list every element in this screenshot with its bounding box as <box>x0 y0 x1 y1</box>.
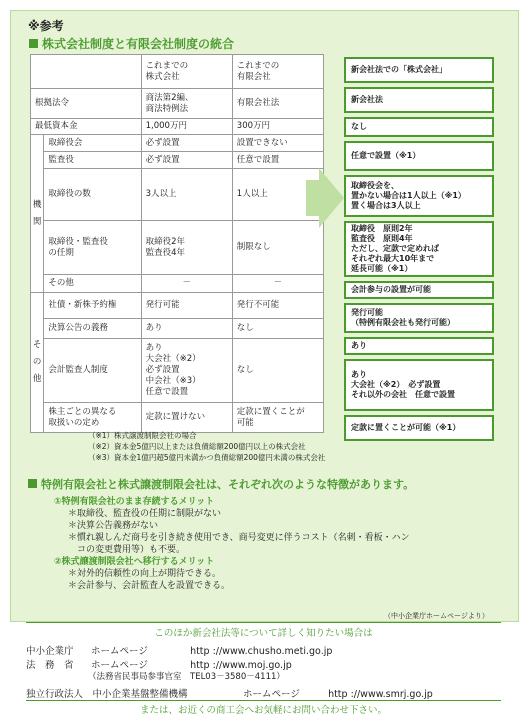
contact-org: 中小企業庁 <box>26 646 74 657</box>
square-bullet-icon <box>29 39 38 48</box>
divider <box>26 622 501 623</box>
row-label: 監査役 <box>44 152 141 169</box>
row-c2: 発行不可能 <box>232 293 323 319</box>
row-c1: あり <box>141 319 232 339</box>
row-c2: 設置できない <box>232 135 323 152</box>
row-c2: 1人以上 <box>232 169 323 221</box>
section1-title <box>29 35 234 52</box>
section2-title <box>28 476 414 492</box>
new-law-cell: 任意で設置（※1） <box>344 141 494 171</box>
source-note: （中小企業庁ホームページより） <box>384 612 489 620</box>
row-c2: 定款に置くことが 可能 <box>232 403 323 433</box>
row-c1: 必ず設置 <box>141 135 232 152</box>
divider <box>26 700 501 701</box>
merit-item: ＊慣れ親しんだ商号を引き続き使用でき、商号変更に伴うコスト（名刺・看板・ハン <box>68 533 410 543</box>
new-law-cell: なし <box>344 117 494 137</box>
section2-title-text: 特例有限会社と株式譲渡制限会社は、それぞれ次のような特徴があります。 <box>41 478 415 491</box>
row-c1: 定款に置けない <box>141 403 232 433</box>
right-arrow-icon <box>319 168 344 228</box>
footnote: （※2）資本金5億円以上または負債総額200億円以上の株式会社 <box>88 442 306 451</box>
row-label: 取締役・監査役 の任期 <box>44 221 141 275</box>
new-law-cell: あり <box>344 337 494 355</box>
merit-item: ＊会計参与、会計監査人を設置できる。 <box>68 581 231 591</box>
row-c2: なし <box>232 339 323 403</box>
merit-item: コの変更費用等）も不要。 <box>68 545 186 555</box>
new-law-cell: あり 大会社（※2） 必ず設置 それ以外の会社 任意で設置 <box>344 359 494 411</box>
section1-title-text: 株式会社制度と有限会社制度の統合 <box>42 37 235 51</box>
new-law-cell: 新会社法 <box>344 87 494 113</box>
row-c1: 必ず設置 <box>141 152 232 169</box>
footnote: （※1）株式譲渡制限会社の場合 <box>88 431 197 440</box>
new-law-cell: 取締役 原則2年 監査役 原則4年 ただし、定款で定めれば それぞれ最大10年まで 延長可能（※1） <box>344 221 494 277</box>
contact-org: 独立行政法人 中小企業基盤整備機構 <box>26 689 188 700</box>
contact-row <box>26 657 292 671</box>
contact-url[interactable]: http ://www.moj.go.jp <box>190 660 292 671</box>
merit-item: ＊決算公告義務がない <box>68 521 159 531</box>
row-c2: 任意で設置 <box>232 152 323 169</box>
row-label: 最低資本金 <box>31 119 142 135</box>
row-label: 取締役の数 <box>44 169 141 221</box>
group-kikan: 機 関 <box>31 135 44 293</box>
row-c1: － <box>141 275 232 293</box>
footnotes <box>88 430 325 463</box>
contact-type: ホームページ <box>91 646 148 657</box>
note-title: ※参考 <box>28 19 64 33</box>
contact-sub: （法務省民事局参事官室 TEL03－3580－4111） <box>88 672 285 682</box>
row-c2: 有限会社法 <box>232 89 323 119</box>
merit1-title: ①特例有限会社のまま存続するメリット <box>54 497 215 507</box>
comparison-table <box>30 54 324 433</box>
row-label: 決算公告の義務 <box>44 319 141 339</box>
square-bullet-icon <box>28 479 37 488</box>
new-law-cell: 取締役会を、 置かない場合は1人以上（※1） 置く場合は3人以上 <box>344 175 494 217</box>
contact-url[interactable]: http ://www.chusho.meti.go.jp <box>190 646 333 657</box>
header-yugen: これまでの 有限会社 <box>232 55 323 89</box>
row-c2: なし <box>232 319 323 339</box>
contact-title: このほか新会社法等について詳しく知りたい場合は <box>154 628 373 639</box>
row-c2: － <box>232 275 323 293</box>
arrow-bar <box>306 180 320 216</box>
contact-type: ホームページ <box>91 660 148 671</box>
row-label: 根拠法令 <box>31 89 142 119</box>
contact-type: ホームページ <box>243 689 300 700</box>
header-blank <box>31 55 142 89</box>
row-label: 株主ごとの異なる 取扱いの定め <box>44 403 141 433</box>
merit2-title: ②株式譲渡制限会社へ移行するメリット <box>54 557 215 567</box>
contact-url[interactable]: http ://www.smrj.go.jp <box>328 689 433 700</box>
new-law-column <box>344 57 494 445</box>
header-kabushiki: これまでの 株式会社 <box>141 55 232 89</box>
row-c2: 制限なし <box>232 221 323 275</box>
row-label: その他 <box>44 275 141 293</box>
merit-item: ＊取締役、監査役の任期に制限がない <box>68 509 222 519</box>
bottom-message: または、お近くの商工会へお気軽にお問い合わせ下さい。 <box>139 705 387 716</box>
row-label: 取締役会 <box>44 135 141 152</box>
merits <box>54 496 410 592</box>
new-law-cell: 発行可能 （特例有限会社も発行可能） <box>344 303 494 333</box>
row-c2: 300万円 <box>232 119 323 135</box>
new-law-cell: 会計参与の設置が可能 <box>344 281 494 299</box>
row-c1: 商法第2編、 商法特例法 <box>141 89 232 119</box>
merit-item: ＊対外的信頼性の向上が期待できる。 <box>68 569 222 579</box>
group-sonota: そ の 他 <box>31 293 44 433</box>
footnote: （※3）資本金1億円超5億円未満かつ負債総額200億円未満の株式会社 <box>88 453 326 462</box>
row-label: 会計監査人制度 <box>44 339 141 403</box>
contact-row <box>26 686 433 700</box>
row-c1: 1,000万円 <box>141 119 232 135</box>
row-label: 社債・新株予約権 <box>44 293 141 319</box>
contact-org: 法 務 省 <box>26 660 74 671</box>
row-c1: あり 大会社（※2） 必ず設置 中会社（※3） 任意で設置 <box>141 339 232 403</box>
new-law-header: 新会社法での「株式会社」 <box>344 57 494 83</box>
row-c1: 取締役2年 監査役4年 <box>141 221 232 275</box>
contact-row <box>26 643 332 657</box>
row-c1: 発行可能 <box>141 293 232 319</box>
new-law-cell: 定款に置くことが可能（※1） <box>344 415 494 441</box>
row-c1: 3人以上 <box>141 169 232 221</box>
